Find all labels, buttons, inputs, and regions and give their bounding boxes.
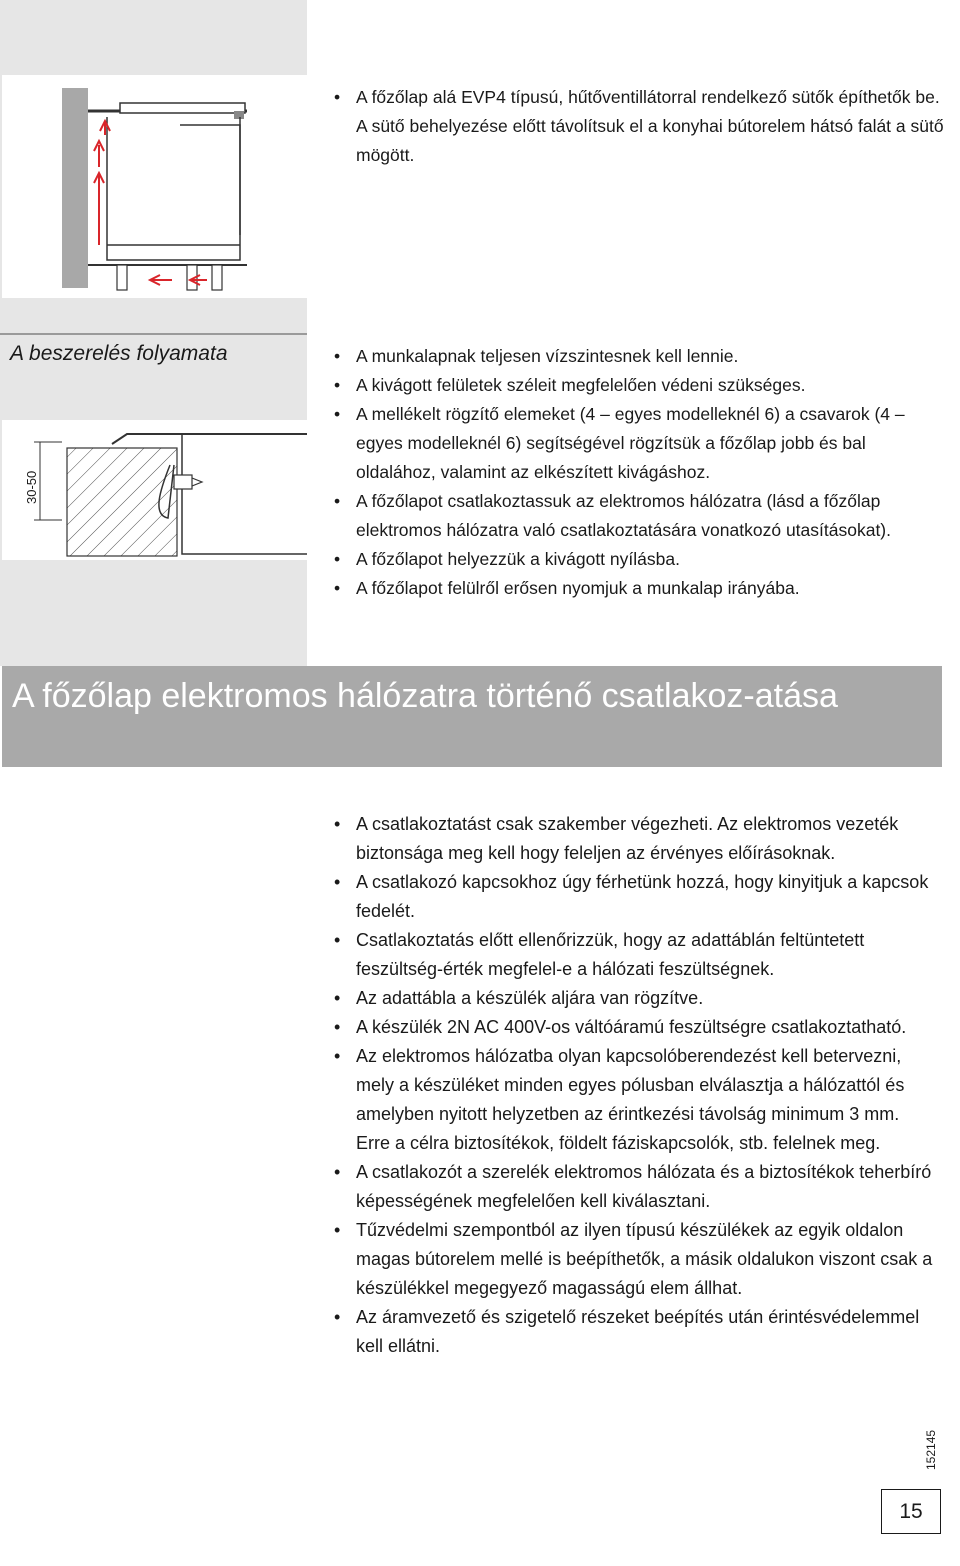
list-item: • A munkalapnak teljesen vízszintesnek kell lennie.: [330, 342, 945, 371]
list-item: • A főzőlapot helyezzük a kivágott nyílásba.: [330, 545, 945, 574]
list-item: • A mellékelt rögzítő elemeket (4 – egyes modelleknél 6) a csavarok (4 – egyes modelleknél 6) segítségével rögzítsük a főzőlap jobb és bal oldalához, valamint az elkészített kivágáshoz.: [330, 400, 945, 487]
list-item: • A kivágott felületek széleit megfelelően védeni szükséges.: [330, 371, 945, 400]
sidebar-divider: [0, 333, 307, 335]
back-wall: [62, 88, 88, 288]
cooktop-edge: [112, 434, 307, 444]
document-code: 152145: [924, 1429, 938, 1470]
list-item: • A csatlakozó kapcsokhoz úgy férhetünk hozzá, hogy kinyitjuk a kapcsok fedelét.: [330, 868, 938, 926]
oven-ventilation-figure: [2, 75, 307, 298]
installation-steps-list: [330, 342, 945, 603]
list-item: • Az adattábla a készülék aljára van rögzítve.: [330, 984, 938, 1013]
oven-body: [107, 117, 240, 260]
installation-section-heading: A beszerelés folyamata: [10, 342, 228, 365]
list-item: • A főzőlap alá EVP4 típusú, hűtőventillátorral rendelkező sütők építhetők be. A sütő behelyezése előtt távolítsuk el a konyhai bútorelem hátsó falát a sütő mögött.: [330, 83, 945, 170]
list-item: • A készülék 2N AC 400V-os váltóáramú feszültségre csatlakoztatható.: [330, 1013, 938, 1042]
list-item: • Csatlakoztatás előtt ellenőrizzük, hogy az adattáblán feltüntetett feszültség-érték megfelel-e a hálózati feszültségnek.: [330, 926, 938, 984]
electrical-connection-list: [330, 810, 938, 1361]
dimension-label: 30-50: [24, 470, 39, 504]
worktop-clamp-figure: [2, 420, 307, 560]
screw-head: [174, 475, 192, 489]
oven-ventilation-diagram: [2, 75, 307, 298]
list-item: • A főzőlapot csatlakoztassuk az elektromos hálózatra (lásd a főzőlap elektromos hálózatra való csatlakoztatására vonatkozó utasításokat).: [330, 487, 945, 545]
list-item: • Tűzvédelmi szempontból az ilyen típusú készülékek az egyik oldalon magas bútorelem mellé is beépíthetők, a másik oldalukon viszont csak a készülékkel megegyező magasságú elem állhat.: [330, 1216, 938, 1303]
list-item: • A csatlakoztatást csak szakember végezheti. Az elektromos vezeték biztonsága meg kell hogy feleljen az érvényes előírásoknak.: [330, 810, 938, 868]
cooktop-outline: [120, 103, 245, 113]
list-item: • Az áramvezető és szigetelő részeket beépítés után érintésvédelemmel kell ellátni.: [330, 1303, 938, 1361]
oven-installation-list: [330, 83, 945, 170]
page-number: 15: [881, 1489, 941, 1534]
worktop-clamp-diagram: [2, 420, 307, 560]
list-item: • Az elektromos hálózatba olyan kapcsolóberendezést kell betervezni, mely a készüléket minden egyes pólusban elválasztja a hálózattól és amelyben nyitott helyzetben az érintkezési távolság minimum 3 mm. Erre a célra biztosítékok, földelt fáziskapcsolók, stb. felelnek meg.: [330, 1042, 938, 1158]
list-item: • A csatlakozót a szerelék elektromos hálózata és a biztosítékok teherbíró képességének megfelelően kell kiválasztani.: [330, 1158, 938, 1216]
list-item: • A főzőlapot felülről erősen nyomjuk a munkalap irányába.: [330, 574, 945, 603]
electrical-connection-title: A főzőlap elektromos hálózatra történő csatlakoz-atása: [12, 677, 838, 715]
worktop-section: [67, 448, 177, 556]
